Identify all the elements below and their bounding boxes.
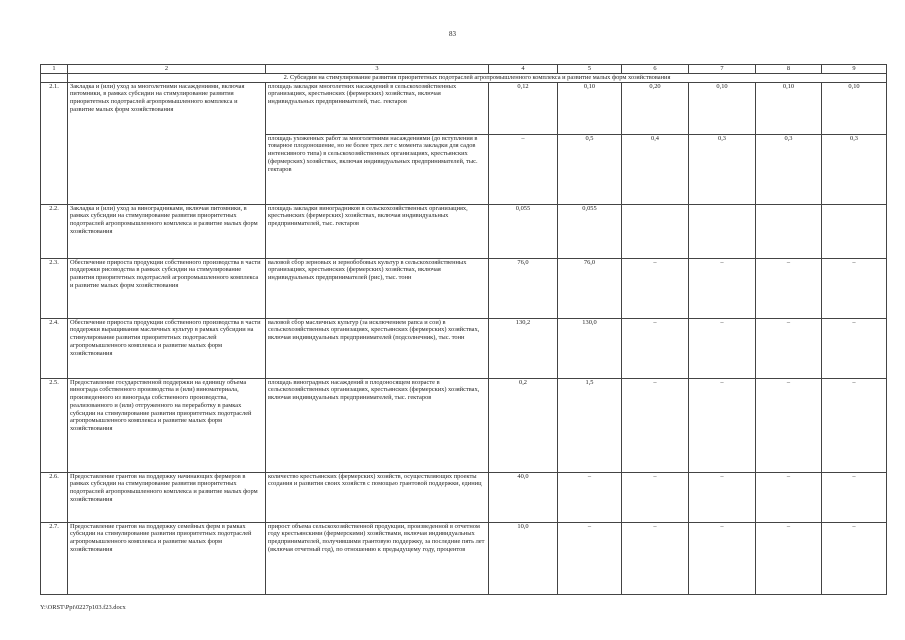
indicator-value: – bbox=[558, 472, 622, 522]
indicator-value: – bbox=[689, 318, 756, 378]
indicator-value: – bbox=[489, 134, 558, 204]
measure-name: Обеспечение прироста продукции собственного производства в части поддержки рисоводства в рамках субсидии на стимулирование развития приоритетных подотраслей агропромышленного комплекса и развитие малых форм хозяйствования bbox=[68, 258, 266, 318]
indicator-value: 76,0 bbox=[489, 258, 558, 318]
indicator-value: – bbox=[622, 472, 689, 522]
row-number: 2.7. bbox=[41, 522, 68, 594]
column-header: 2 bbox=[68, 65, 266, 74]
table-row bbox=[41, 378, 887, 472]
indicator-value: – bbox=[558, 522, 622, 594]
measure-name: Предоставление грантов на поддержку семейных ферм в рамках субсидии на стимулирование развития приоритетных подотраслей агропромышленного комплекса и развитие малых форм хозяйствования bbox=[68, 522, 266, 594]
indicator-text: площадь ухоженных работ за многолетними насаждениями (до вступления в товарное плодоношение, но не более трех лет с момента закладки для садов интенсивного типа) в сельскохозяйственных организациях, крестьянских (фермерских) хозяйствах, включая индивидуальных предпринимателей, тыс. гектаров bbox=[266, 134, 489, 204]
section-title: 2. Субсидии на стимулирование развития приоритетных подотраслей агропромышленного комплекса и развитие малых форм хозяйствования bbox=[68, 74, 887, 83]
table-row bbox=[41, 472, 887, 522]
indicator-value: – bbox=[756, 258, 822, 318]
indicator-value: 0,10 bbox=[558, 82, 622, 134]
table-row bbox=[41, 82, 887, 134]
indicator-text: прирост объема сельскохозяйственной продукции, произведенной в отчетном году крестьянскими (фермерскими) хозяйствами, включая индивидуальных предпринимателей, получившими грантовую поддержку, за последние пять лет (включая отчетный год), по отношению к предыдущему году, процентов bbox=[266, 522, 489, 594]
indicator-value: – bbox=[756, 522, 822, 594]
indicator-value: 0,3 bbox=[756, 134, 822, 204]
section-blank-cell bbox=[41, 74, 68, 83]
indicator-value: – bbox=[756, 318, 822, 378]
measure-name: Обеспечение прироста продукции собственного производства в части поддержки выращивания масличных культур в рамках субсидии на стимулирование развития приоритетных подотраслей агропромышленного комплекса и развитие малых форм хозяйствования bbox=[68, 318, 266, 378]
indicator-value: 0,5 bbox=[558, 134, 622, 204]
indicator-value: 0,2 bbox=[489, 378, 558, 472]
measure-name: Предоставление грантов на поддержку начинающих фермеров в рамках субсидии на стимулирование развития приоритетных подотраслей агропромышленного комплекса и развитие малых форм хозяйствования bbox=[68, 472, 266, 522]
indicator-value: – bbox=[822, 378, 887, 472]
measure-name: Закладка и (или) уход за виноградниками, включая питомники, в рамках субсидии на стимулирование развития приоритетных подотраслей агропромышленного комплекса и развитие малых форм хозяйствования bbox=[68, 204, 266, 258]
column-header: 8 bbox=[756, 65, 822, 74]
indicator-value: 0,3 bbox=[689, 134, 756, 204]
row-number: 2.4. bbox=[41, 318, 68, 378]
table-row bbox=[41, 318, 887, 378]
indicator-value: 0,10 bbox=[689, 82, 756, 134]
indicator-value: – bbox=[822, 258, 887, 318]
indicator-text: площадь закладки многолетних насаждений в сельскохозяйственных организациях, крестьянских (фермерских) хозяйствах, включая индивидуальных предпринимателей, тыс. гектаров bbox=[266, 82, 489, 134]
section-row bbox=[41, 74, 887, 83]
indicator-value: – bbox=[689, 472, 756, 522]
row-number: 2.6. bbox=[41, 472, 68, 522]
indicator-value: 130,0 bbox=[558, 318, 622, 378]
indicator-text: валовой сбор зерновых и зернобобовых культур в сельскохозяйственных организациях, крестьянских (фермерских) хозяйствах, включая индивидуальных предпринимателей (рис), тыс. тонн bbox=[266, 258, 489, 318]
indicator-value: – bbox=[756, 378, 822, 472]
indicator-value bbox=[689, 204, 756, 258]
indicator-value: 130,2 bbox=[489, 318, 558, 378]
row-number: 2.3. bbox=[41, 258, 68, 318]
page-number: 83 bbox=[449, 30, 456, 38]
indicator-value: 40,0 bbox=[489, 472, 558, 522]
indicator-value: – bbox=[622, 318, 689, 378]
indicator-value: – bbox=[822, 472, 887, 522]
table-row bbox=[41, 522, 887, 594]
indicator-value: – bbox=[622, 378, 689, 472]
indicator-value bbox=[756, 204, 822, 258]
indicator-value: 76,0 bbox=[558, 258, 622, 318]
indicator-text: валовой сбор масличных культур (за исключением рапса и сои) в сельскохозяйственных организациях, крестьянских (фермерских) хозяйствах, включая индивидуальных предпринимателей (подсолнечник), тыс. тонн bbox=[266, 318, 489, 378]
column-header: 1 bbox=[41, 65, 68, 74]
indicator-value bbox=[822, 204, 887, 258]
indicators-table bbox=[40, 64, 887, 595]
indicator-value: – bbox=[756, 472, 822, 522]
indicator-value: 0,10 bbox=[822, 82, 887, 134]
indicator-value: – bbox=[689, 522, 756, 594]
measure-name: Закладка и (или) уход за многолетними насаждениями, включая питомники, в рамках субсидии на стимулирование развития приоритетных подотраслей агропромышленного комплекса и развитие малых форм хозяйствования bbox=[68, 82, 266, 204]
row-number: 2.1. bbox=[41, 82, 68, 204]
column-header: 4 bbox=[489, 65, 558, 74]
indicator-value: 1,5 bbox=[558, 378, 622, 472]
indicator-value: 0,055 bbox=[558, 204, 622, 258]
indicator-value: – bbox=[622, 522, 689, 594]
indicator-text: количество крестьянских (фермерских) хозяйств, осуществляющих проекты создания и развития своих хозяйств с помощью грантовой поддержки, единиц bbox=[266, 472, 489, 522]
indicator-text: площадь виноградных насаждений в плодоносящем возрасте в сельскохозяйственных организациях, крестьянских (фермерских) хозяйствах, включая индивидуальных предпринимателей, тыс. гектаров bbox=[266, 378, 489, 472]
row-number: 2.2. bbox=[41, 204, 68, 258]
row-number: 2.5. bbox=[41, 378, 68, 472]
column-header: 6 bbox=[622, 65, 689, 74]
indicator-value: 0,20 bbox=[622, 82, 689, 134]
indicator-value: – bbox=[689, 258, 756, 318]
column-header: 5 bbox=[558, 65, 622, 74]
indicator-value: 0,10 bbox=[756, 82, 822, 134]
table-row bbox=[41, 258, 887, 318]
column-header: 3 bbox=[266, 65, 489, 74]
indicator-value: – bbox=[822, 318, 887, 378]
indicator-value: – bbox=[822, 522, 887, 594]
indicator-value: 0,12 bbox=[489, 82, 558, 134]
indicator-value: 10,0 bbox=[489, 522, 558, 594]
indicator-value: – bbox=[689, 378, 756, 472]
header-row bbox=[41, 65, 887, 74]
indicator-value bbox=[622, 204, 689, 258]
indicator-text: площадь закладки виноградников в сельскохозяйственных организациях, крестьянских (фермерских) хозяйствах, включая индивидуальных предпринимателей, тыс. гектаров bbox=[266, 204, 489, 258]
file-path: Y:\ORST\Ppi\0227p103.f23.docx bbox=[40, 604, 126, 611]
column-header: 9 bbox=[822, 65, 887, 74]
indicator-value: 0,3 bbox=[822, 134, 887, 204]
measure-name: Предоставление государственной поддержки на единицу объема винограда собственного производства и (или) виноматериала, произведенного из винограда собственного производства, реализованного и (или) отгруженного на переработку в рамках субсидии на стимулирование развития приоритетных подотраслей агропромышленного комплекса и развитие малых форм хозяйствования bbox=[68, 378, 266, 472]
indicator-value: 0,055 bbox=[489, 204, 558, 258]
indicator-value: – bbox=[622, 258, 689, 318]
table-row bbox=[41, 204, 887, 258]
indicator-value: 0,4 bbox=[622, 134, 689, 204]
column-header: 7 bbox=[689, 65, 756, 74]
